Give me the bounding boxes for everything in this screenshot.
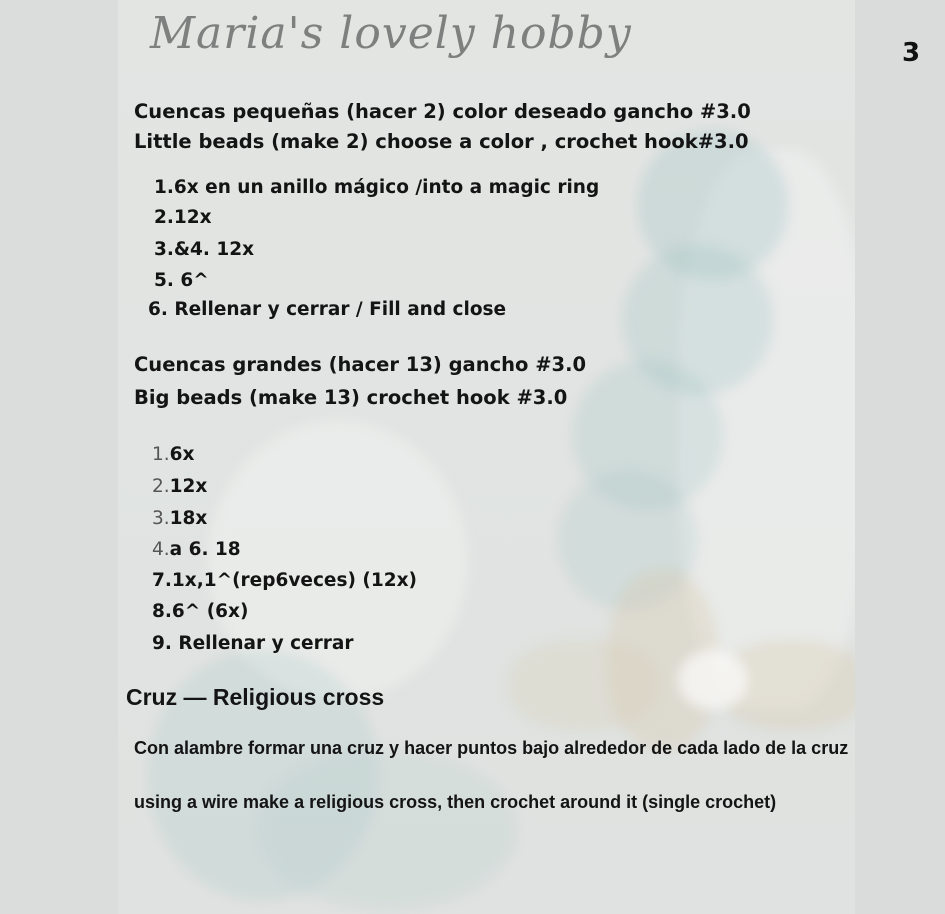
big-beads-step: 3.18x: [152, 508, 208, 529]
big-beads-step: 2.12x: [152, 476, 208, 497]
small-beads-title-en: Little beads (make 2) choose a color , crochet hook#3.0: [134, 130, 749, 153]
brand-title: Maria's lovely hobby: [150, 8, 632, 59]
small-beads-step: 1.6x en un anillo mágico /into a magic ring: [154, 177, 600, 198]
cross-text-en: using a wire make a religious cross, then crochet around it (single crochet): [134, 792, 777, 812]
big-beads-step: 9. Rellenar y cerrar: [152, 633, 354, 654]
small-beads-step: 3.&4. 12x: [154, 239, 255, 260]
cross-text-es: Con alambre formar una cruz y hacer puntos bajo alrededor de cada lado de la cruz: [134, 738, 849, 758]
big-beads-step: 4.a 6. 18: [152, 539, 241, 560]
big-beads-step: 7.1x,1^(rep6veces) (12x): [152, 570, 417, 591]
big-beads-title-es: Cuencas grandes (hacer 13) gancho #3.0: [134, 353, 587, 376]
big-beads-step: 1.6x: [152, 444, 195, 465]
cross-heading: Cruz — Religious cross: [126, 684, 385, 710]
small-beads-step: 5. 6^: [154, 270, 209, 291]
page-number: 3: [902, 38, 921, 68]
small-beads-step: 6. Rellenar y cerrar / Fill and close: [148, 299, 507, 320]
small-beads-title-es: Cuencas pequeñas (hacer 2) color deseado gancho #3.0: [134, 100, 751, 123]
big-beads-title-en: Big beads (make 13) crochet hook #3.0: [134, 386, 568, 409]
big-beads-step: 8.6^ (6x): [152, 601, 249, 622]
small-beads-step: 2.12x: [154, 207, 212, 228]
